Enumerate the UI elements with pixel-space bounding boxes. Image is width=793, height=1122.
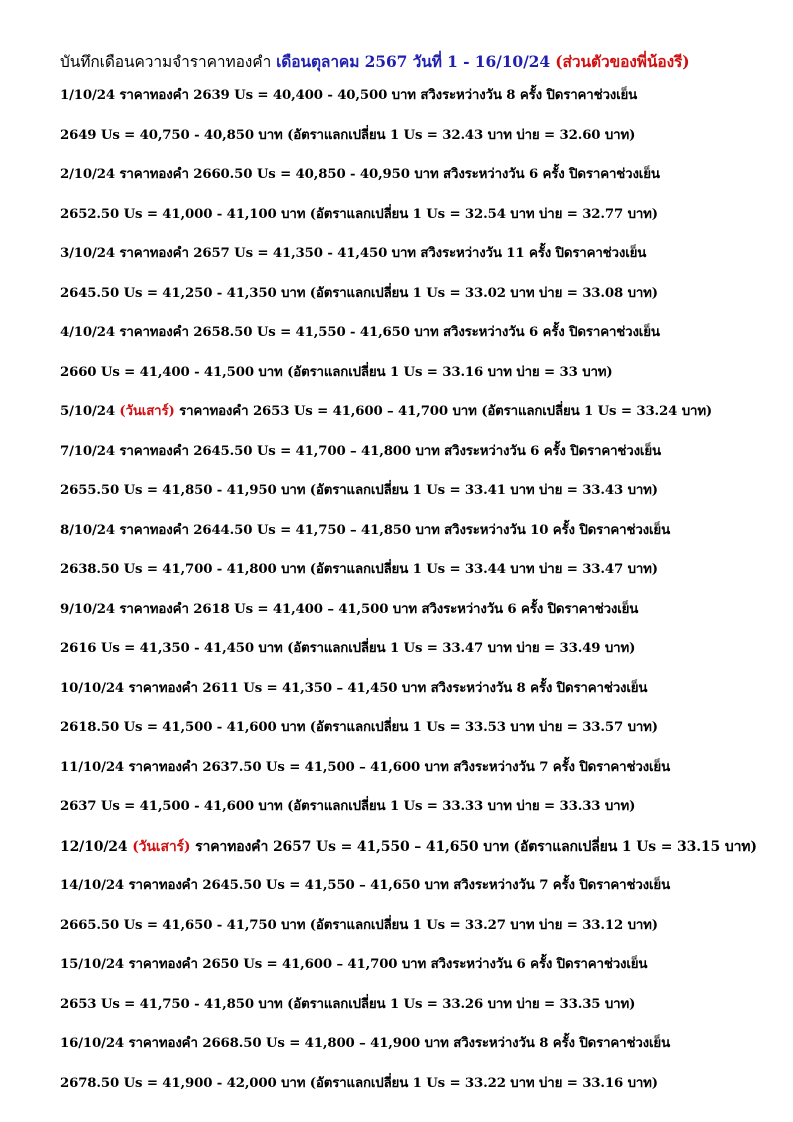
title-month: เดือนตุลาคม 2567 วันที่ 1 - 16/10/24 — [276, 52, 551, 71]
line-text: 2652.50 Us = 41,000 - 41,100 บาท (อัตราแลกเปลี่ยน 1 Us = 32.54 บาท บ่าย = 32.77 บาท) — [60, 206, 658, 222]
log-line — [60, 244, 780, 284]
title-prefix: บันทึกเดือนความจำราคาทองคำ — [60, 53, 277, 71]
line-text: 12/10/24 — [60, 838, 133, 855]
log-line — [60, 126, 780, 166]
log-line — [60, 639, 780, 679]
log-line — [60, 284, 780, 324]
line-text: 2649 Us = 40,750 - 40,850 บาท (อัตราแลกเปลี่ยน 1 Us = 32.43 บาท บ่าย = 32.60 บาท) — [60, 127, 636, 143]
log-line — [60, 363, 780, 403]
line-text: 5/10/24 — [60, 404, 120, 419]
line-text: 8/10/24 ราคาทองคำ 2644.50 Us = 41,750 – 41,850 บาท สวิงระหว่างวัน 10 ครั้ง ปิดราคาช่วงเย็น — [60, 522, 671, 538]
line-text: 2678.50 Us = 41,900 - 42,000 บาท (อัตราแลกเปลี่ยน 1 Us = 33.22 บาท บ่าย = 33.16 บาท) — [60, 1075, 658, 1091]
log-line — [60, 481, 780, 521]
line-text: 2645.50 Us = 41,250 - 41,350 บาท (อัตราแลกเปลี่ยน 1 Us = 33.02 บาท บ่าย = 33.08 บาท) — [60, 285, 658, 301]
log-line — [60, 837, 780, 877]
log-line — [60, 955, 780, 995]
line-text: 2653 Us = 41,750 - 41,850 บาท (อัตราแลกเปลี่ยน 1 Us = 33.26 บาท บ่าย = 33.35 บาท) — [60, 996, 636, 1012]
log-line — [60, 323, 780, 363]
log-line — [60, 442, 780, 482]
log-line — [60, 560, 780, 600]
line-text: ราคาทองคำ 2657 Us = 41,550 – 41,650 บาท (อัตราแลกเปลี่ยน 1 Us = 33.15 บาท) — [190, 838, 757, 855]
log-line — [60, 1074, 780, 1114]
line-text: 2618.50 Us = 41,500 - 41,600 บาท (อัตราแลกเปลี่ยน 1 Us = 33.53 บาท บ่าย = 33.57 บาท) — [60, 720, 658, 735]
line-text: 9/10/24 ราคาทองคำ 2618 Us = 41,400 – 41,500 บาท สวิงระหว่างวัน 6 ครั้ง ปิดราคาช่วงเย็น — [60, 601, 639, 617]
log-line — [60, 165, 780, 205]
line-text: 2655.50 Us = 41,850 - 41,950 บาท (อัตราแลกเปลี่ยน 1 Us = 33.41 บาท บ่าย = 33.43 บาท) — [60, 483, 658, 498]
log-line — [60, 1034, 780, 1074]
line-text: 10/10/24 ราคาทองคำ 2611 Us = 41,350 – 41,450 บาท สวิงระหว่างวัน 8 ครั้ง ปิดราคาช่วงเย็น — [60, 680, 648, 696]
log-line — [60, 916, 780, 956]
line-text: 16/10/24 ราคาทองคำ 2668.50 Us = 41,800 – 41,900 บาท สวิงระหว่างวัน 8 ครั้ง ปิดราคาช่วงเย็น — [60, 1036, 671, 1051]
log-line — [60, 521, 780, 561]
line-text: 1/10/24 ราคาทองคำ 2639 Us = 40,400 - 40,500 บาท สวิงระหว่างวัน 8 ครั้ง ปิดราคาช่วงเย็น — [60, 88, 638, 103]
title-note: (ส่วนตัวของพี่น้องรี) — [550, 52, 690, 71]
line-text: 2/10/24 ราคาทองคำ 2660.50 Us = 40,850 - 40,950 บาท สวิงระหว่างวัน 6 ครั้ง ปิดราคาช่วงเย็น — [60, 167, 660, 182]
saturday-label: (วันเสาร์) — [119, 404, 175, 419]
log-line — [60, 679, 780, 719]
line-text: 11/10/24 ราคาทองคำ 2637.50 Us = 41,500 – 41,600 บาท สวิงระหว่างวัน 7 ครั้ง ปิดราคาช่วงเย็น — [60, 759, 671, 775]
line-text: 4/10/24 ราคาทองคำ 2658.50 Us = 41,550 - 41,650 บาท สวิงระหว่างวัน 6 ครั้ง ปิดราคาช่วงเย็น — [60, 325, 660, 340]
log-line — [60, 86, 780, 126]
log-line — [60, 876, 780, 916]
line-text: 2616 Us = 41,350 - 41,450 บาท (อัตราแลกเปลี่ยน 1 Us = 33.47 บาท บ่าย = 33.49 บาท) — [60, 641, 636, 656]
line-text: 15/10/24 ราคาทองคำ 2650 Us = 41,600 – 41,700 บาท สวิงระหว่างวัน 6 ครั้ง ปิดราคาช่วงเย็น — [60, 957, 648, 972]
log-line — [60, 758, 780, 798]
saturday-label: (วันเสาร์) — [132, 838, 191, 855]
log-line — [60, 600, 780, 640]
line-text: 7/10/24 ราคาทองคำ 2645.50 Us = 41,700 – 41,800 บาท สวิงระหว่างวัน 6 ครั้ง ปิดราคาช่วงเย็น — [60, 443, 661, 459]
log-line — [60, 995, 780, 1035]
log-line — [60, 205, 780, 245]
log-line — [60, 718, 780, 758]
price-log — [60, 86, 780, 1113]
log-line — [60, 402, 780, 442]
page-title — [60, 52, 690, 72]
line-text: 3/10/24 ราคาทองคำ 2657 Us = 41,350 - 41,450 บาท สวิงระหว่างวัน 11 ครั้ง ปิดราคาช่วงเย็น — [60, 246, 647, 261]
line-text: 2637 Us = 41,500 - 41,600 บาท (อัตราแลกเปลี่ยน 1 Us = 33.33 บาท บ่าย = 33.33 บาท) — [60, 799, 636, 814]
line-text: ราคาทองคำ 2653 Us = 41,600 – 41,700 บาท (อัตราแลกเปลี่ยน 1 Us = 33.24 บาท) — [174, 404, 713, 419]
log-line — [60, 797, 780, 837]
line-text: 14/10/24 ราคาทองคำ 2645.50 Us = 41,550 – 41,650 บาท สวิงระหว่างวัน 7 ครั้ง ปิดราคาช่วงเย็น — [60, 878, 671, 893]
line-text: 2660 Us = 41,400 - 41,500 บาท (อัตราแลกเปลี่ยน 1 Us = 33.16 บาท บ่าย = 33 บาท) — [60, 364, 613, 380]
line-text: 2638.50 Us = 41,700 - 41,800 บาท (อัตราแลกเปลี่ยน 1 Us = 33.44 บาท บ่าย = 33.47 บาท) — [60, 562, 658, 577]
line-text: 2665.50 Us = 41,650 - 41,750 บาท (อัตราแลกเปลี่ยน 1 Us = 33.27 บาท บ่าย = 33.12 บาท) — [60, 917, 658, 933]
